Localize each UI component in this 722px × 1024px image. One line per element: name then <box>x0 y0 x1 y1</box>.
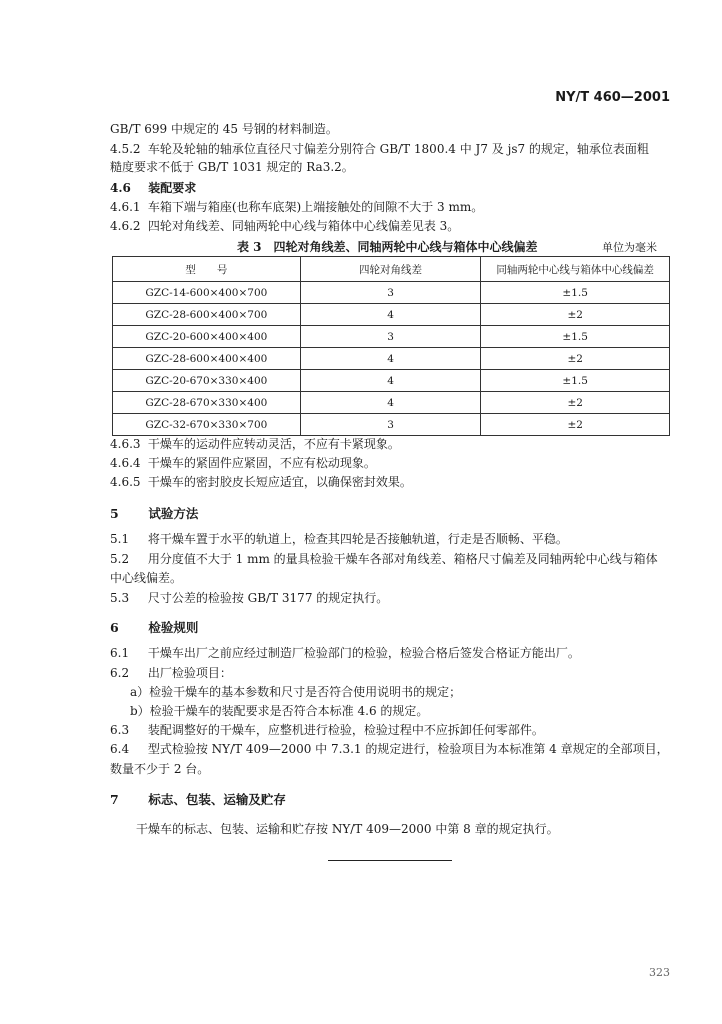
header-centerline-deviation: 同轴两轮中心线与箱体中心线偏差 <box>481 257 670 282</box>
clause-number: 6.2 <box>110 666 130 680</box>
cell-model: GZC-28-600×400×400 <box>113 348 301 370</box>
table-3 <box>112 256 670 436</box>
section-number: 7 <box>110 792 119 807</box>
cell-diagonal-diff: 4 <box>300 348 481 370</box>
table-row <box>113 282 670 304</box>
section-heading-5 <box>110 506 198 521</box>
heading-text: 标志、包装、运输及贮存 <box>148 792 286 807</box>
paragraph-text: 干燥车的运动件应转动灵活，不应有卡紧现象。 <box>147 437 400 451</box>
paragraph-4-6-1 <box>110 200 483 215</box>
header-diagonal-diff: 四轮对角线差 <box>300 257 481 282</box>
paragraph-4-6-4 <box>110 456 376 471</box>
paragraph-4-5-2-cont <box>110 160 354 175</box>
cell-diagonal-diff: 3 <box>300 414 481 436</box>
paragraph-text: 数量不少于 2 台。 <box>110 762 210 776</box>
paragraph-text: 干燥车的密封胶皮长短应适宜，以确保密封效果。 <box>147 475 412 489</box>
cell-model: GZC-20-600×400×400 <box>113 326 301 348</box>
paragraph-5-2 <box>110 552 658 567</box>
paragraph-text: GB/T 699 中规定的 45 号钢的材料制造。 <box>110 122 338 136</box>
clause-number: 6.1 <box>110 646 130 660</box>
paragraph-4-6-3 <box>110 437 400 452</box>
paragraph-5-2-cont <box>110 571 182 586</box>
table-row <box>113 370 670 392</box>
paragraph-text: 车轮及轮轴的轴承位直径尺寸偏差分别符合 GB/T 1800.4 中 J7 及 js7 的规定，轴承位表面粗 <box>147 142 649 156</box>
clause-number: 5.1 <box>110 532 130 546</box>
clause-number: 4.6.2 <box>110 219 141 233</box>
cell-centerline-deviation: ±1.5 <box>481 370 670 392</box>
paragraph-7-body <box>136 822 559 837</box>
heading-text: 检验规则 <box>148 620 199 635</box>
list-item-text: a）检验干燥车的基本参数和尺寸是否符合使用说明书的规定； <box>130 685 462 699</box>
end-rule <box>328 860 452 861</box>
cell-diagonal-diff: 3 <box>300 282 481 304</box>
paragraph-6-2 <box>110 666 232 681</box>
paragraph-text: 尺寸公差的检验按 GB/T 3177 的规定执行。 <box>147 591 389 605</box>
clause-number: 4.6 <box>110 181 131 195</box>
page-number: 323 <box>649 966 670 979</box>
table-header-row <box>113 257 670 282</box>
clause-number: 4.6.3 <box>110 437 141 451</box>
cell-model: GZC-32-670×330×700 <box>113 414 301 436</box>
standard-code: NY/T 460—2001 <box>555 90 670 105</box>
cell-diagonal-diff: 4 <box>300 370 481 392</box>
paragraph-text: 干燥车出厂之前应经过制造厂检验部门的检验，检验合格后签发合格证方能出厂。 <box>147 646 580 660</box>
paragraph-text: 中心线偏差。 <box>110 571 183 585</box>
paragraph-continuation <box>110 122 338 137</box>
paragraph-text: 四轮对角线差、同轴两轮中心线与箱体中心线偏差见表 3。 <box>147 219 460 233</box>
clause-number: 4.5.2 <box>110 142 141 156</box>
paragraph-text: 干燥车的标志、包装、运输和贮存按 NY/T 409—2000 中第 8 章的规定执行。 <box>136 822 559 836</box>
cell-centerline-deviation: ±2 <box>481 392 670 414</box>
clause-number: 5.3 <box>110 591 130 605</box>
cell-model: GZC-28-670×330×400 <box>113 392 301 414</box>
paragraph-text: 糙度要求不低于 GB/T 1031 规定的 Ra3.2。 <box>110 160 354 174</box>
cell-centerline-deviation: ±1.5 <box>481 326 670 348</box>
clause-number: 4.6.1 <box>110 200 141 214</box>
clause-number: 5.2 <box>110 552 130 566</box>
table-row <box>113 414 670 436</box>
cell-diagonal-diff: 4 <box>300 392 481 414</box>
cell-model: GZC-20-670×330×400 <box>113 370 301 392</box>
paragraph-6-4-cont <box>110 762 209 777</box>
table-title: 表 3 四轮对角线差、同轴两轮中心线与箱体中心线偏差 <box>237 240 538 254</box>
table-row <box>113 326 670 348</box>
paragraph-text: 车箱下端与箱座(也称车底架)上端接触处的间隙不大于 3 mm。 <box>147 200 484 214</box>
paragraph-4-5-2 <box>110 142 649 157</box>
paragraph-5-3 <box>110 591 388 606</box>
header-model: 型 号 <box>113 257 301 282</box>
section-heading-7 <box>110 792 286 807</box>
heading-text: 试验方法 <box>148 506 199 521</box>
list-item-b <box>130 704 428 719</box>
paragraph-6-3 <box>110 723 544 738</box>
paragraph-5-1 <box>110 532 568 547</box>
table-row <box>113 392 670 414</box>
section-number: 6 <box>110 620 119 635</box>
table-unit: 单位为毫米 <box>602 241 657 254</box>
clause-number: 4.6.4 <box>110 456 141 470</box>
heading-text: 装配要求 <box>148 181 197 195</box>
paragraph-6-1 <box>110 646 580 661</box>
table-row <box>113 304 670 326</box>
clause-number: 6.4 <box>110 742 130 756</box>
cell-centerline-deviation: ±1.5 <box>481 282 670 304</box>
clause-number: 6.3 <box>110 723 130 737</box>
paragraph-text: 型式检验按 NY/T 409—2000 中 7.3.1 的规定进行，检验项目为本标准第 4 章规定的全部项目， <box>147 742 669 756</box>
cell-model: GZC-28-600×400×700 <box>113 304 301 326</box>
paragraph-4-6-2 <box>110 219 459 234</box>
cell-centerline-deviation: ±2 <box>481 304 670 326</box>
cell-diagonal-diff: 4 <box>300 304 481 326</box>
cell-centerline-deviation: ±2 <box>481 348 670 370</box>
paragraph-text: 干燥车的紧固件应紧固，不应有松动现象。 <box>147 456 376 470</box>
paragraph-text: 将干燥车置于水平的轨道上，检查其四轮是否接触轨道，行走是否顺畅、平稳。 <box>147 532 568 546</box>
paragraph-text: 用分度值不大于 1 mm 的量具检验干燥车各部对角线差、箱格尺寸偏差及同轴两轮中心线与箱体 <box>147 552 658 566</box>
cell-diagonal-diff: 3 <box>300 326 481 348</box>
list-item-a <box>130 685 461 700</box>
paragraph-text: 出厂检验项目： <box>147 666 232 680</box>
paragraph-4-6-5 <box>110 475 412 490</box>
table-row <box>113 348 670 370</box>
paragraph-text: 装配调整好的干燥车，应整机进行检验，检验过程中不应拆卸任何零部件。 <box>147 723 544 737</box>
clause-number: 4.6.5 <box>110 475 141 489</box>
cell-centerline-deviation: ±2 <box>481 414 670 436</box>
section-heading-6 <box>110 620 198 635</box>
paragraph-6-4 <box>110 742 669 757</box>
heading-4-6 <box>110 181 196 196</box>
cell-model: GZC-14-600×400×700 <box>113 282 301 304</box>
section-number: 5 <box>110 506 119 521</box>
list-item-text: b）检验干燥车的装配要求是否符合本标准 4.6 的规定。 <box>130 704 429 718</box>
